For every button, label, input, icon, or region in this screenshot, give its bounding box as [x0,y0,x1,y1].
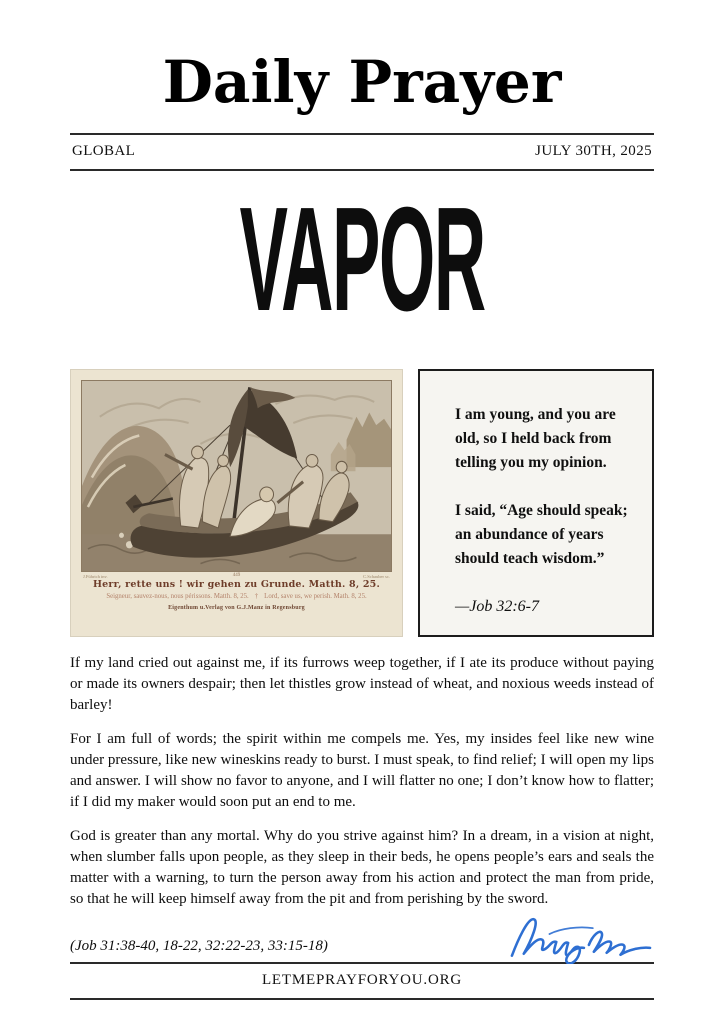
quote-paragraph-1: I am young, and you are old, so I held back from telling you my opinion. [455,405,616,471]
disciple-2-head [218,455,229,467]
etching-image [82,381,391,571]
footer-url: LETMEPRAYFORYOU.ORG [261,971,463,988]
quote-box [418,369,654,637]
header-rule-bottom [70,169,654,171]
disciple-3-head [306,454,318,467]
media-row [70,369,654,637]
caption-publisher: Eigenthum u.Verlag von G.J.Manz in Regensburg [168,604,305,611]
plate-number: 449 [232,572,241,578]
artist-credit-right: C.Schauber sc. [363,573,390,579]
caption-french: Seigneur, sauvez-nous, nous périssons. Matth. 8, 25. [106,592,249,600]
dateline [70,135,654,169]
headline: VAPOR [239,176,485,342]
article-paragraph-3: God is greater than any mortal. Why do you strive against him? In a dream, in a vision at night, when slumber falls upon people, as they sleep in their beds, he opens people’s ears and seals the matter with a warning, to turn the person away from his action and protect the man from pride, so that he will keep himself away from the pit and from perishing by the sword. [70,827,654,907]
masthead-title: Daily Prayer [162,48,562,116]
caption-separator: † [254,592,259,600]
scripture-citation: (Job 31:38-40, 18-22, 32:22-23, 33:15-18) [70,937,328,954]
etching-caption [81,573,392,612]
footer-rule-bottom [70,998,654,1000]
masthead [0,0,724,116]
date-label: JULY 30TH, 2025 [535,142,652,159]
article-paragraph-1: If my land cried out against me, if its furrows weep together, if I ate its produce without paying or made its owners despair; then let thistles grow instead of wheat, and noxious weeds instead of barley! [70,654,654,713]
handwritten-signature [506,908,654,964]
section-label: GLOBAL [72,142,136,159]
caption-german: Herr, rette uns ! wir gehen zu Grunde. Matth. 8, 25. [93,578,380,590]
caption-translations [81,592,392,601]
disciple-1-head [192,446,204,459]
article-body [70,653,654,910]
etching-figure [70,369,403,637]
disciple-4-head [336,461,347,473]
quote-attribution: —Job 32:6-7 [455,597,539,615]
etching-image-frame [81,380,392,572]
artist-credit-left: J.Führich inv. [83,573,108,579]
christ-head [260,487,274,502]
caption-english: Lord, save us, we perish. Math. 8, 25. [264,592,367,600]
citation-row [70,914,654,960]
article-paragraph-2: For I am full of words; the spirit within me compels me. Yes, my insides feel like new wine under pressure, like new wineskins ready to burst. I must speak, to find relief; I will open my lips and answer. I will show no favor to anyone, and I will flatter no one; I don’t know how to flatter; if I did my maker would soon put an end to me. [70,730,654,810]
quote-paragraph-2: I said, “Age should speak; an abundance of years should teach wisdom.” [455,501,628,567]
headline-wrap [0,176,724,342]
